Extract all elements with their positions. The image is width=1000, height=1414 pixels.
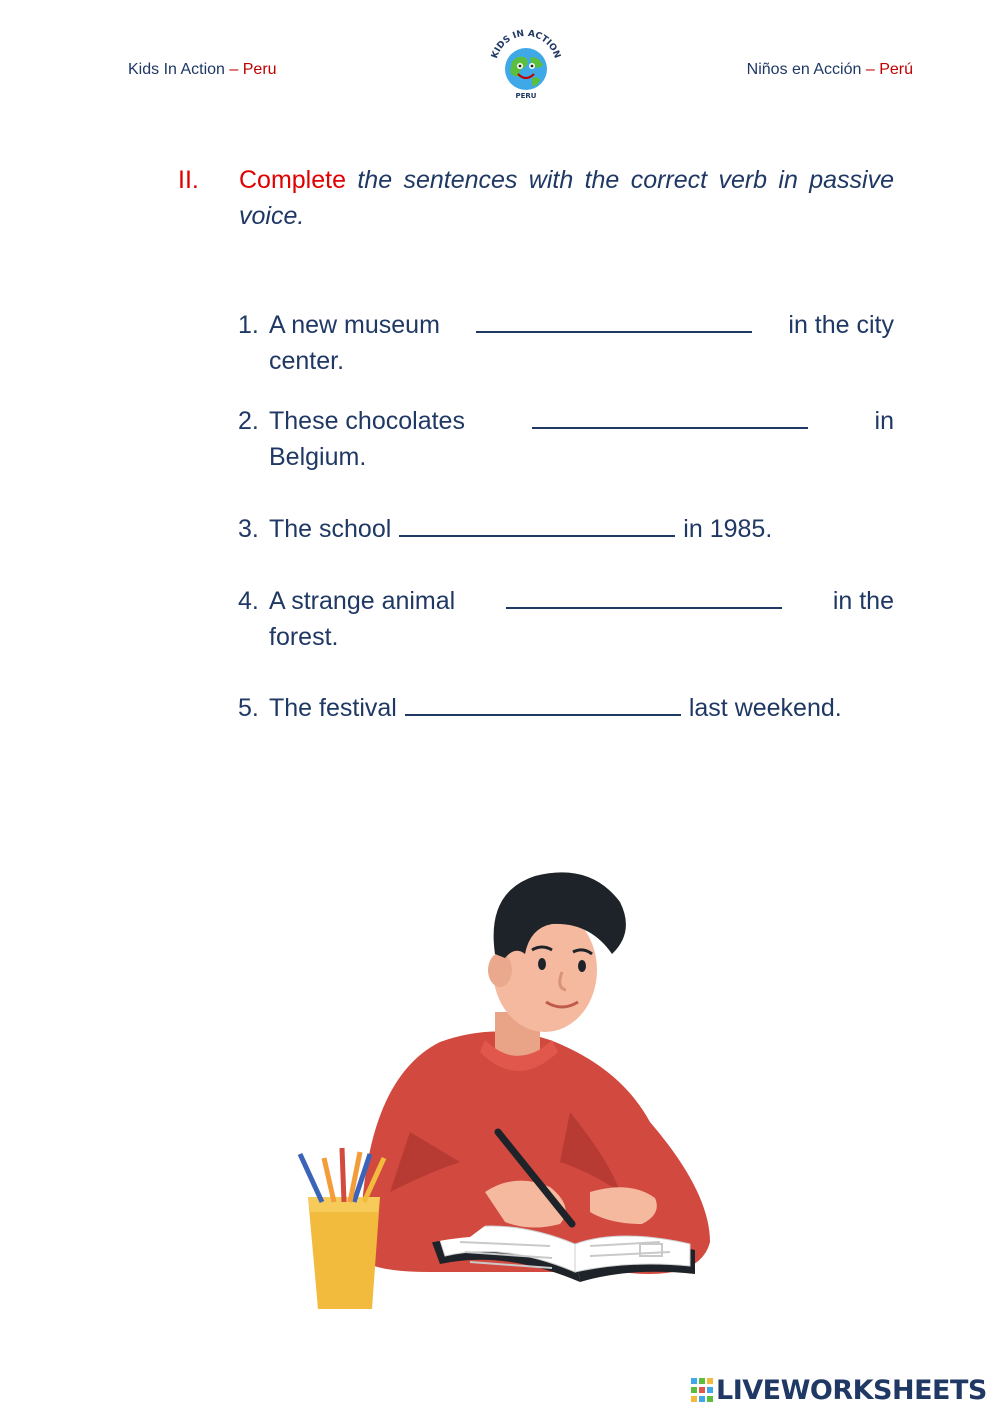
liveworksheets-wordmark: LIVEWORKSHEETS [716, 1374, 987, 1406]
question-continuation: forest. [269, 623, 339, 651]
question-text-before: These chocolates [269, 407, 465, 435]
answer-blank-2[interactable] [532, 405, 808, 429]
header-left [128, 61, 277, 79]
answer-blank-5[interactable] [405, 692, 681, 716]
answer-blank-3[interactable] [399, 513, 675, 537]
header-right-main: Niños en Acción [746, 61, 862, 78]
question-1 [238, 307, 894, 379]
question-2 [238, 403, 894, 475]
boy-writing-illustration [290, 862, 740, 1317]
answer-blank-4[interactable] [506, 585, 782, 609]
question-4 [238, 583, 894, 655]
header-right [747, 61, 913, 79]
exercise-number: II. [178, 166, 199, 194]
question-text-before: A new museum [269, 311, 440, 339]
question-text-after: in 1985. [683, 515, 773, 543]
question-text-before: A strange animal [269, 587, 456, 615]
question-number: 2. [238, 407, 259, 435]
question-number: 4. [238, 587, 259, 615]
question-text-after: last weekend. [688, 694, 842, 722]
header-left-main: Kids In Action [128, 61, 225, 78]
question-continuation: center. [269, 347, 345, 375]
question-text-before: The festival [269, 694, 397, 722]
question-text-after: in the [832, 587, 894, 615]
liveworksheets-brand [691, 1372, 987, 1408]
answer-blank-1[interactable] [476, 309, 752, 333]
question-text-before: The school [269, 515, 392, 543]
header-left-accent: – Peru [229, 61, 277, 78]
liveworksheets-logo-icon [691, 1378, 713, 1402]
question-number: 1. [238, 311, 259, 339]
question-5 [238, 690, 894, 726]
header-right-accent: – Perú [865, 61, 913, 78]
kids-in-action-logo [484, 22, 568, 106]
exercise-instruction: the sentences with the correct verb in passive voice. [239, 166, 894, 230]
exercise-keyword: Complete [239, 166, 346, 194]
logo-top-text: KIDS IN ACTION [490, 28, 562, 60]
question-text-after: in the city [788, 311, 894, 339]
question-3 [238, 511, 894, 547]
question-number: 5. [238, 694, 259, 722]
exercise-instruction-block [239, 162, 894, 234]
question-text-after: in [874, 407, 894, 435]
question-number: 3. [238, 515, 259, 543]
question-continuation: Belgium. [269, 443, 367, 471]
logo-bottom-text: PERU [515, 92, 537, 100]
